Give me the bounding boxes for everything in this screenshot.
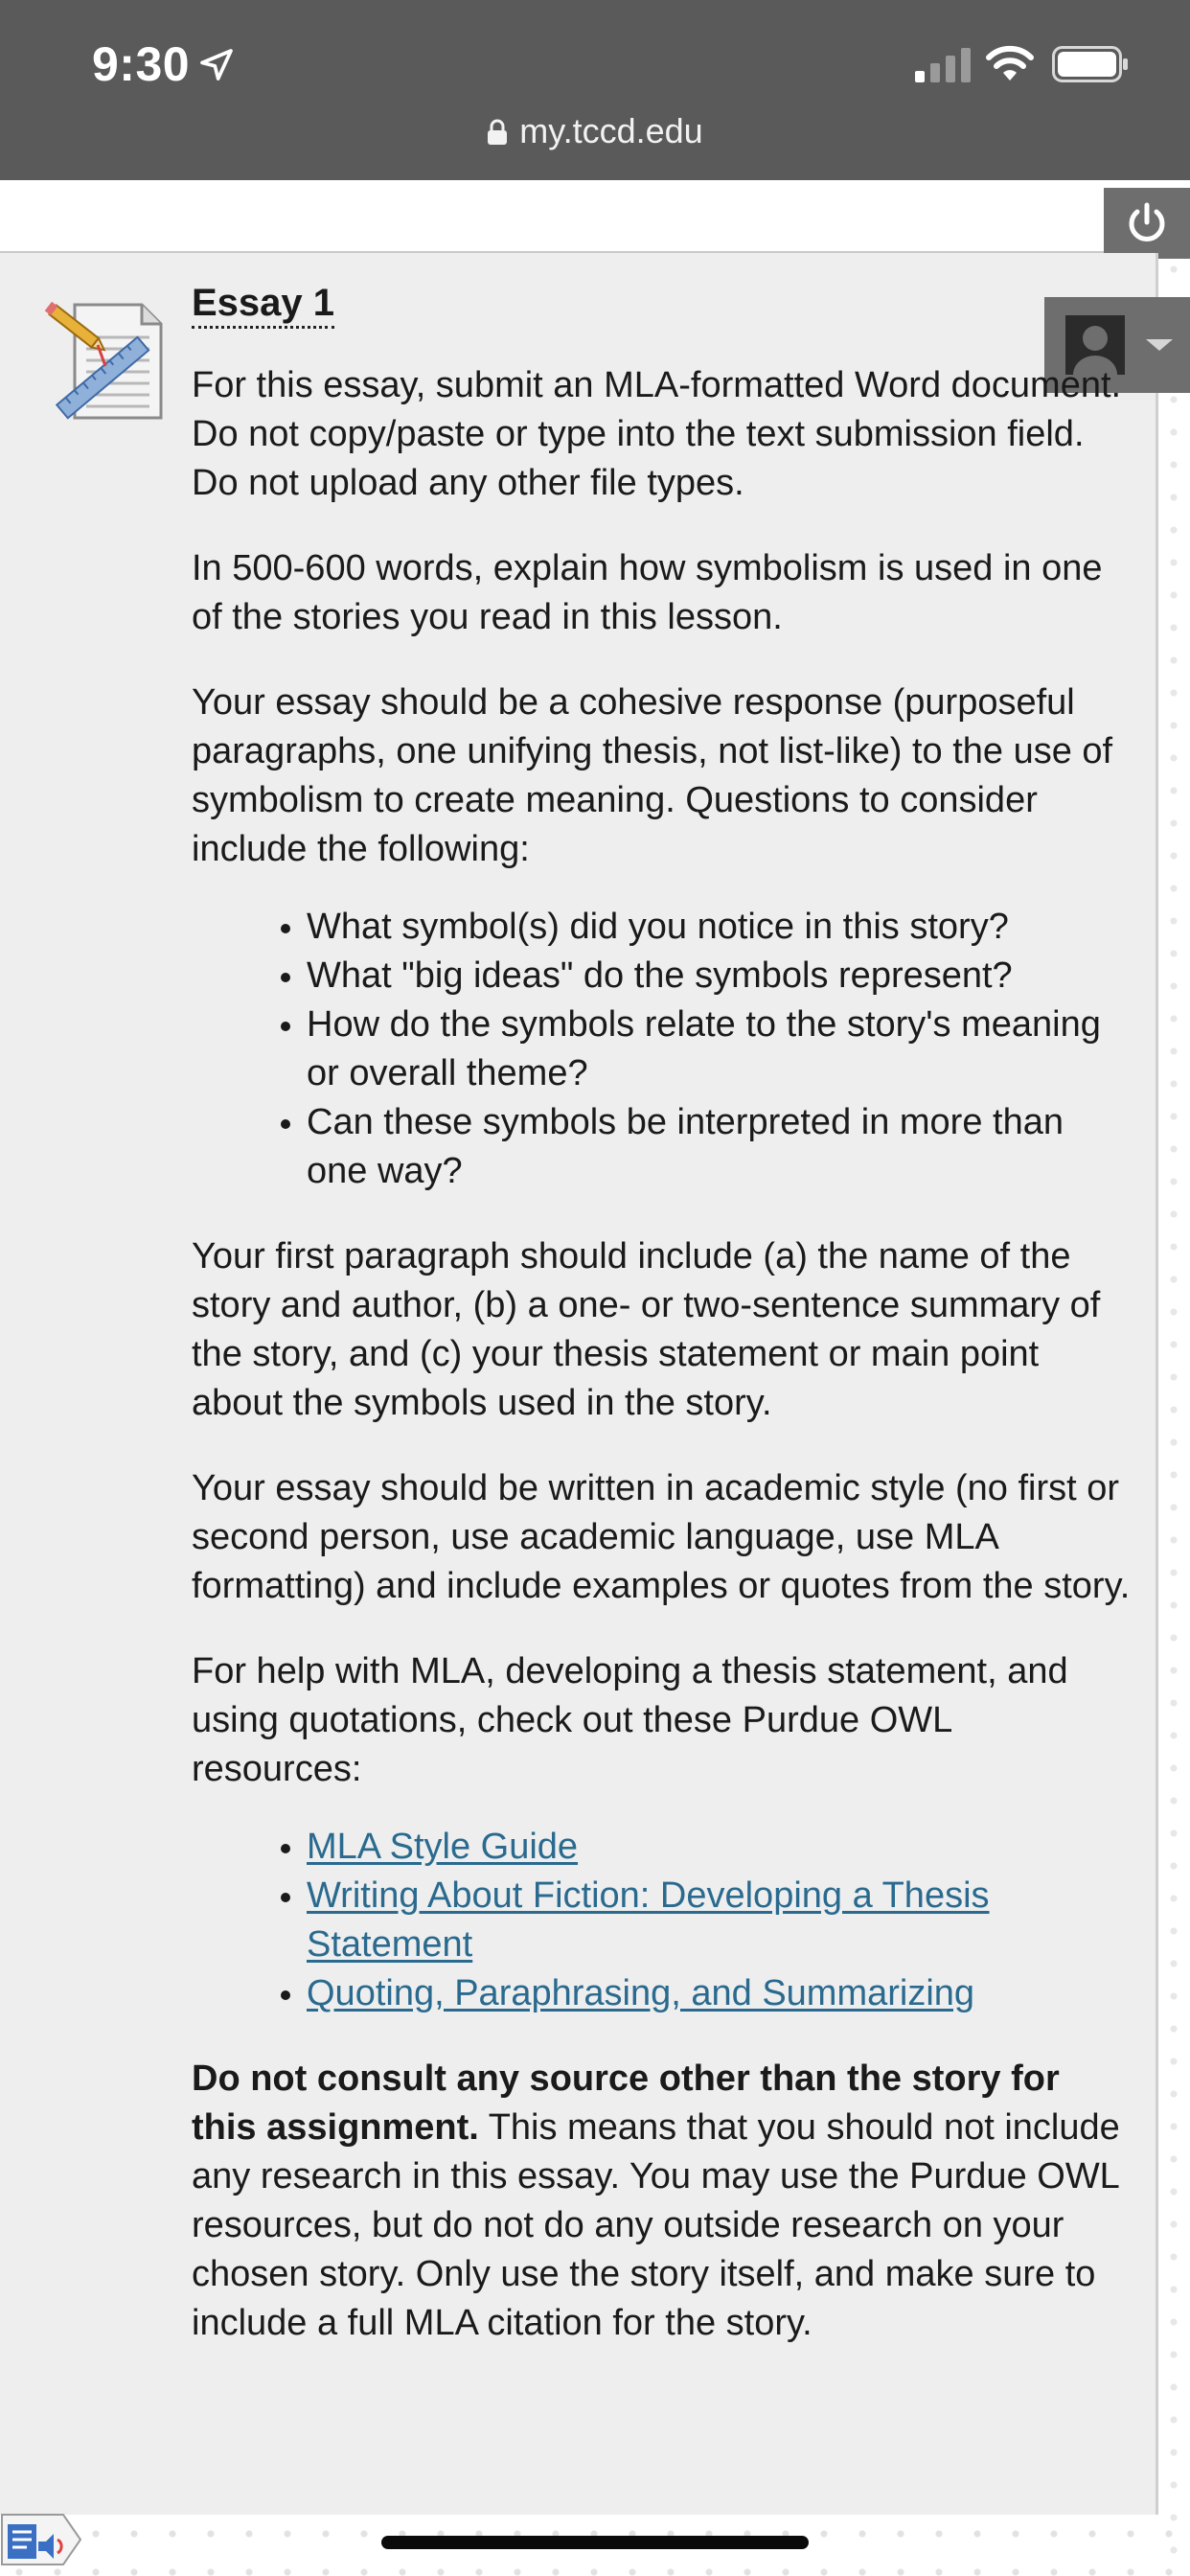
list-item: • What symbol(s) did you notice in this story? xyxy=(307,903,1131,952)
location-arrow-icon xyxy=(197,46,236,84)
questions-list xyxy=(192,903,1131,1196)
list-item xyxy=(307,1969,1131,2018)
list-item xyxy=(307,1872,1131,1969)
chevron-down-icon xyxy=(1142,335,1177,355)
battery-icon xyxy=(1052,46,1129,82)
instructions-paragraph: Your essay should be written in academic style (no first or second person, use academic language, use MLA formatting) and include examples or quotes from the story. xyxy=(192,1468,1131,1606)
instructions-paragraph: For help with MLA, developing a thesis statement, and using quotations, check out these Purdue OWL resources: xyxy=(192,1651,1068,1789)
read-aloud-icon[interactable] xyxy=(0,2503,82,2576)
assignment-instructions xyxy=(192,278,1131,2384)
status-time: 9:30 xyxy=(92,37,191,91)
mla-style-guide-link[interactable]: MLA Style Guide xyxy=(307,1827,579,1867)
list-item xyxy=(307,1823,1131,1872)
final-instructions-paragraph xyxy=(192,2055,1131,2348)
list-item: • What "big ideas" do the symbols represent? xyxy=(307,952,1131,1000)
url-text: my.tccd.edu xyxy=(519,111,703,150)
cellular-signal-icon xyxy=(915,48,971,82)
home-indicator xyxy=(381,2536,809,2549)
final-instructions-text: This means that you should not include any research in this essay. You may use the Purdue OWL resources, but do not do any outside research on your chosen story. Only use the story itself, and make sure to include a full MLA citation for the story. xyxy=(192,2107,1120,2343)
address-bar[interactable] xyxy=(0,111,1190,161)
power-icon xyxy=(1123,199,1171,247)
thesis-statement-link[interactable]: Writing About Fiction: Developing a Thesis Statement xyxy=(307,1875,990,1965)
assignment-title[interactable]: Essay 1 xyxy=(192,280,334,329)
lock-icon xyxy=(487,119,508,146)
background-pattern xyxy=(1157,253,1190,2576)
resources-list xyxy=(192,1823,1131,2018)
wifi-icon xyxy=(985,44,1035,82)
instructions-paragraph: Your essay should be a cohesive response (purposeful paragraphs, one unifying thesis, not list-like) to the use of symbolism to create meaning. Questions to consider include the following: xyxy=(192,682,1113,869)
assignment-icon xyxy=(42,295,169,435)
list-item: • Can these symbols be interpreted in more than one way? xyxy=(307,1098,1131,1196)
status-bar xyxy=(0,0,1190,180)
logout-button[interactable] xyxy=(1104,188,1190,259)
warning-text: Do not consult any source other than the story for this assignment. xyxy=(192,2058,1060,2148)
page-header-strip xyxy=(0,180,1190,254)
list-item: • How do the symbols relate to the story's meaning or overall theme? xyxy=(307,1000,1131,1098)
quoting-paraphrasing-link[interactable]: Quoting, Paraphrasing, and Summarizing xyxy=(307,1973,975,2013)
instructions-paragraph: Your first paragraph should include (a) the name of the story and author, (b) a one- or two-sentence summary of the story, and (c) your thesis statement or main point about the symbols used in the story. xyxy=(192,1236,1101,1423)
instructions-paragraph: In 500-600 words, explain how symbolism is used in one of the stories you read in this lesson. xyxy=(192,548,1103,637)
instructions-paragraph: For this essay, submit an MLA-formatted Word document. Do not copy/paste or type into the text submission field. Do not upload any other file types. xyxy=(192,365,1122,503)
